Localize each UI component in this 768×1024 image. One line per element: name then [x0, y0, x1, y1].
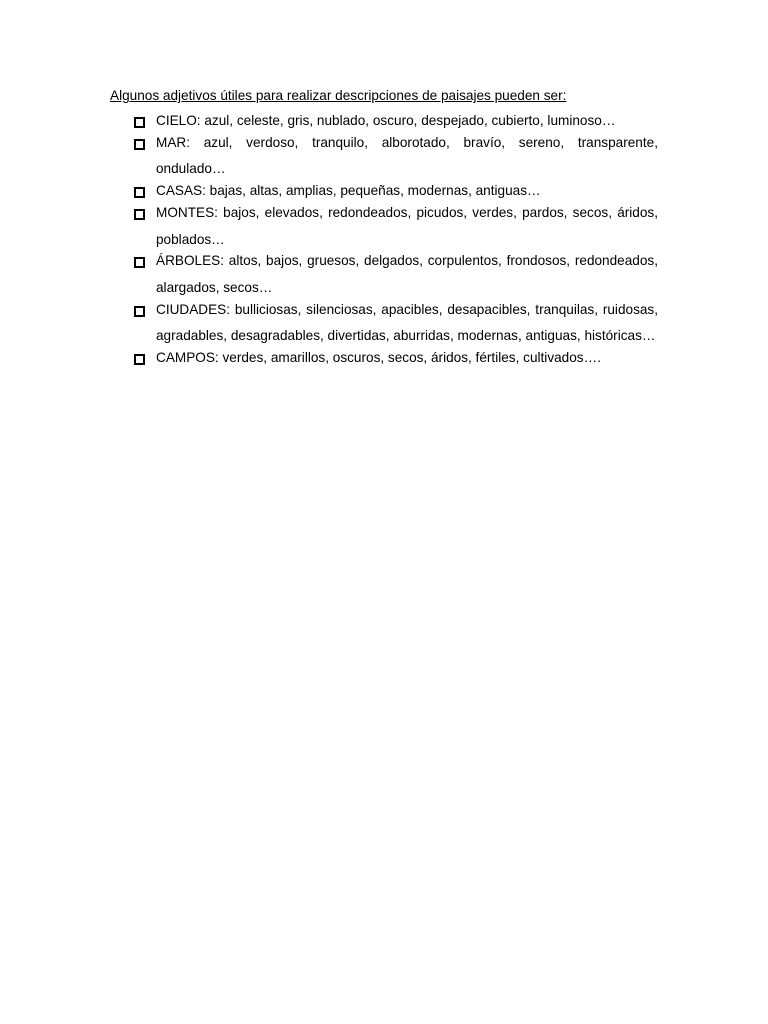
list-item-ciudades	[134, 302, 658, 350]
page-heading: Algunos adjetivos útiles para realizar descripciones de paisajes pueden ser:	[110, 88, 567, 103]
list-item-text: MAR: azul, verdoso, tranquilo, alborotado, bravío, sereno, transparente, ondulado…	[156, 134, 658, 177]
checkbox-bullet-icon	[134, 257, 145, 268]
adjective-list	[134, 113, 658, 372]
list-item-text: ÁRBOLES: altos, bajos, gruesos, delgados, corpulentos, frondosos, redondeados, alargados, secos…	[156, 253, 658, 295]
list-item-campos	[134, 350, 658, 372]
checkbox-bullet-icon	[134, 354, 145, 365]
list-item-text: CAMPOS: verdes, amarillos, oscuros, secos, áridos, fértiles, cultivados….	[156, 350, 601, 366]
list-item-arboles	[134, 253, 658, 301]
checkbox-bullet-icon	[134, 209, 145, 220]
checkbox-bullet-icon	[134, 187, 145, 198]
list-item-text: CIUDADES: bulliciosas, silenciosas, apacibles, desapacibles, tranquilas, ruidosas, agradables, desagradables, divertidas, aburridas, modernas, antiguas, históricas…	[156, 301, 658, 344]
list-item-text: CASAS: bajas, altas, amplias, pequeñas, modernas, antiguas…	[156, 183, 541, 199]
checkbox-bullet-icon	[134, 306, 145, 317]
list-item-mar	[134, 135, 658, 183]
checkbox-bullet-icon	[134, 117, 145, 128]
list-item-text: CIELO: azul, celeste, gris, nublado, oscuro, despejado, cubierto, luminoso…	[156, 113, 616, 128]
list-item-montes	[134, 205, 658, 253]
list-item-text: MONTES: bajos, elevados, redondeados, picudos, verdes, pardos, secos, áridos, poblados…	[156, 204, 658, 247]
checkbox-bullet-icon	[134, 139, 145, 150]
